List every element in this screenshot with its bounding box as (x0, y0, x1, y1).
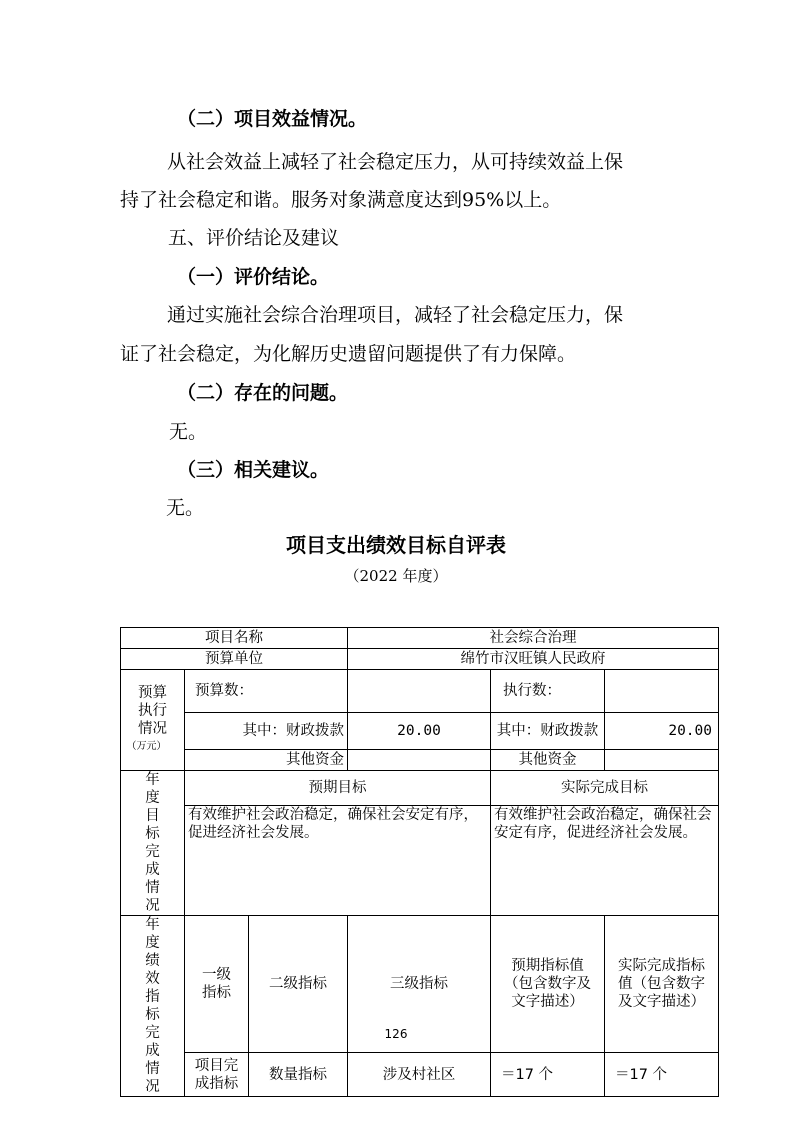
row1-actual: ＝17 个 (605, 1053, 719, 1097)
exec-amount-value (605, 670, 719, 713)
row1-level2: 数量指标 (249, 1053, 348, 1097)
fiscal-exec-value: 20.00 (605, 713, 719, 750)
actual-goal-label: 实际完成目标 (491, 771, 719, 806)
actual-value-header: 实际完成指标值（包含数字及文字描述） (605, 916, 719, 1053)
exec-amount-label: 执行数： (491, 670, 605, 713)
paragraph-problems: 无。 (169, 421, 208, 443)
budget-exec-label-cell (121, 670, 185, 771)
heading-suggestions: （三）相关建议。 (177, 459, 330, 481)
heading-problems: （二）存在的问题。 (177, 382, 349, 404)
table-title: 项目支出绩效目标自评表 (286, 533, 506, 557)
paragraph-suggestions: 无。 (166, 497, 205, 519)
budget-unit-value: 绵竹市汉旺镇人民政府 (348, 649, 719, 670)
other-funds-budget-value (348, 750, 491, 771)
heading-project-benefit: （二）项目效益情况。 (177, 108, 368, 130)
page-number: 126 (384, 1027, 408, 1041)
paragraph-conclusion-line2: 证了社会稳定，为化解历史遗留问题提供了有力保障。 (120, 343, 577, 365)
paragraph-benefit-line1: 从社会效益上减轻了社会稳定压力，从可持续效益上保 (167, 151, 624, 173)
fiscal-budget-value: 20.00 (348, 713, 491, 750)
other-funds-exec-value (605, 750, 719, 771)
annual-goal-label: 年度目标完成情况 (121, 771, 185, 916)
level2-header: 二级指标 (249, 916, 348, 1053)
paragraph-conclusion-line1: 通过实施社会综合治理项目，减轻了社会稳定压力，保 (167, 304, 624, 326)
level1-header: 一级指标 (185, 916, 249, 1053)
expected-goal-label: 预期目标 (185, 771, 491, 806)
heading-section-five: 五、评价结论及建议 (168, 227, 340, 249)
heading-conclusion: （一）评价结论。 (177, 266, 330, 288)
fiscal-exec-label: 其中：财政拨款 (491, 713, 605, 750)
expected-goal-text: 有效维护社会政治稳定，确保社会安定有序，促进经济社会发展。 (185, 805, 491, 915)
project-name-label: 项目名称 (121, 628, 348, 649)
expected-value-header: 预期指标值（包含数字及文字描述） (491, 916, 605, 1053)
project-name-value: 社会综合治理 (348, 628, 719, 649)
row1-level3: 涉及村社区 (348, 1053, 491, 1097)
indicator-section-label: 年度绩效指标完成情况 (121, 916, 185, 1097)
other-funds-budget-label: 其他资金 (185, 750, 348, 771)
budget-amount-value (348, 670, 491, 713)
other-funds-exec-label: 其他资金 (491, 750, 605, 771)
budget-exec-unit: （万元） (126, 741, 167, 752)
row1-expected: ＝17 个 (491, 1053, 605, 1097)
budget-exec-label: 预算执行情况 (138, 685, 167, 737)
level3-header: 三级指标 (348, 916, 491, 1053)
budget-amount-label: 预算数： (185, 670, 348, 713)
row1-level1: 项目完成指标 (185, 1053, 249, 1097)
budget-unit-label: 预算单位 (121, 649, 348, 670)
table-subtitle: （2022 年度） (344, 567, 448, 585)
actual-goal-text: 有效维护社会政治稳定，确保社会安定有序，促进经济社会发展。 (491, 805, 719, 915)
paragraph-benefit-line2: 持了社会稳定和谐。服务对象满意度达到95%以上。 (120, 189, 562, 211)
fiscal-budget-label: 其中：财政拨款 (185, 713, 348, 750)
